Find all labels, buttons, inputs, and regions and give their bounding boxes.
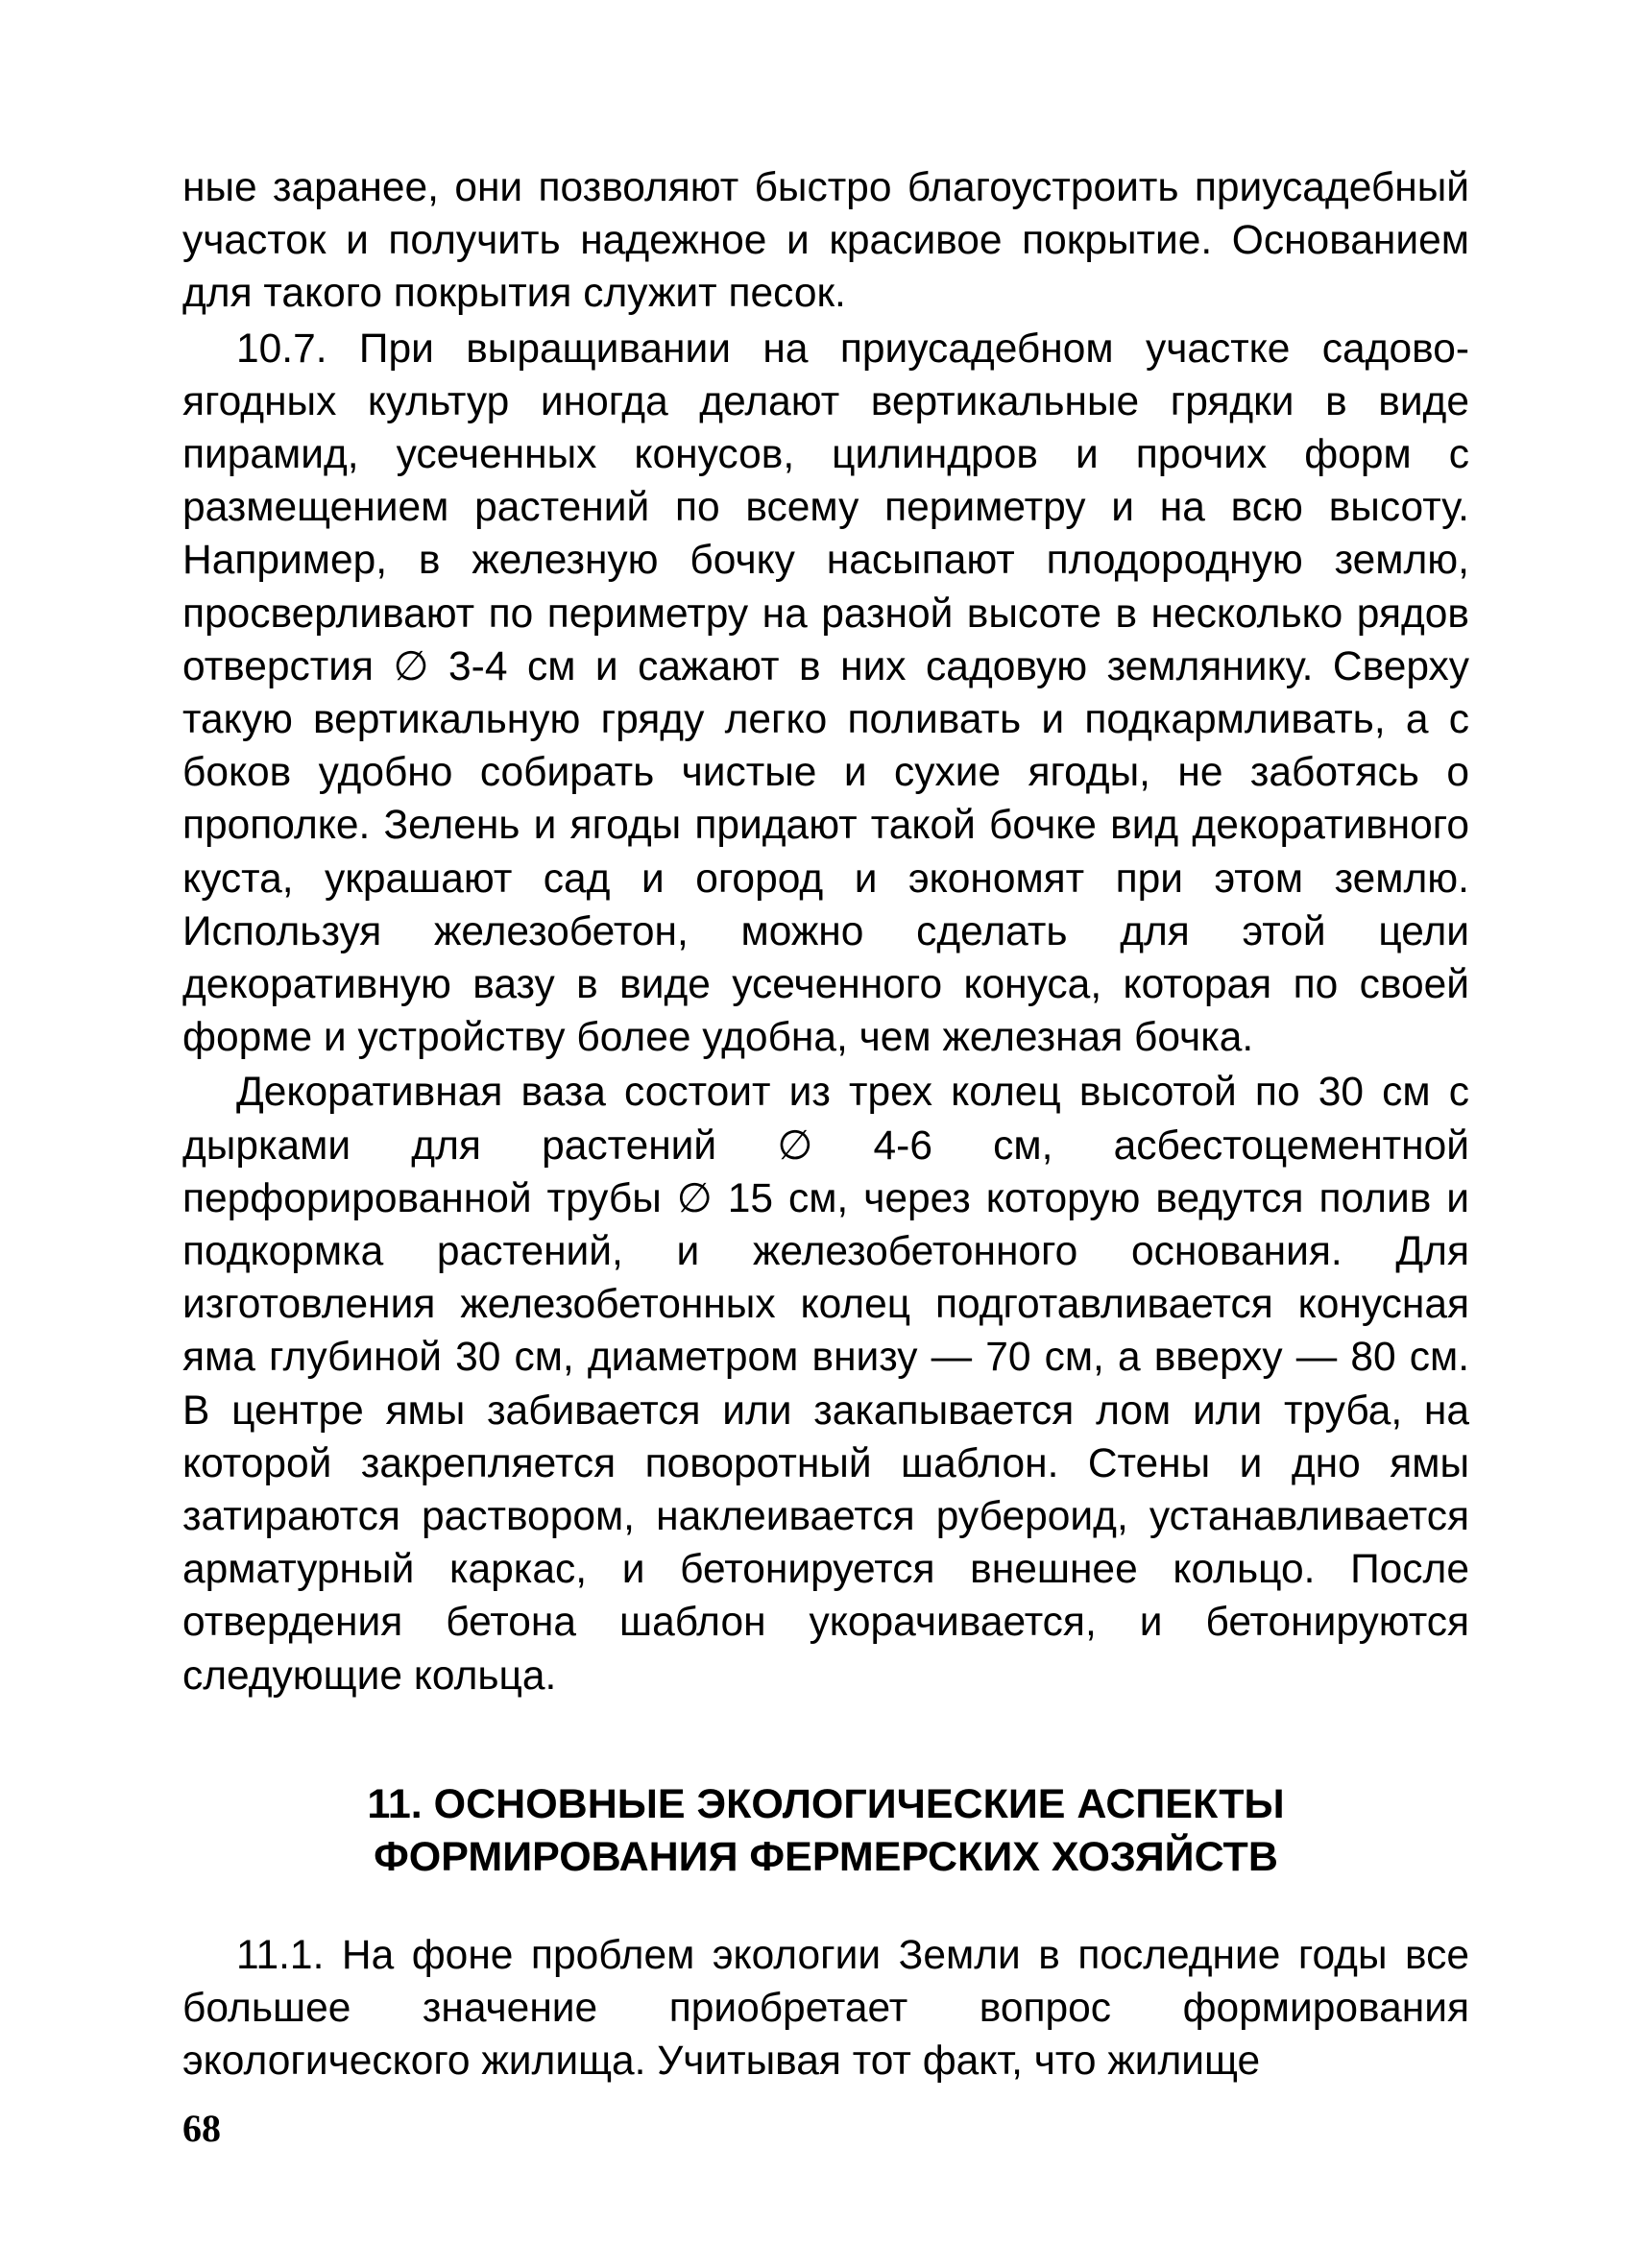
paragraph-vase: Декоративная ваза состоит из трех колец высотой по 30 см с дырками для растений ∅ 4-6 см, асбестоцементной перфорированной трубы ∅ 15 см, через которую ведутся полив и подкормка растений, и железобетонного основания. Для изготовления железобетонных колец подготавливается конусная яма глубиной 30 см, диаметром внизу — 70 см, а вверху — 80 см. В центре ямы забивается или закапывается лом или труба, на которой закрепляется поворотный шаблон. Стены и дно ямы затираются раствором, наклеивается рубероид, устанавливается арматурный каркас, и бетонируется внешнее кольцо. После отвердения бетона шаблон укорачивается, и бетонируются следующие кольца. [182, 1070, 1469, 1699]
section-heading-line-1: 11. ОСНОВНЫЕ ЭКОЛОГИЧЕСКИЕ АСПЕКТЫ [367, 1780, 1285, 1827]
section-heading-line-2: ФОРМИРОВАНИЯ ФЕРМЕРСКИХ ХОЗЯЙСТВ [374, 1833, 1278, 1880]
paragraph-11-1: 11.1. На фоне проблем экологии Земли в последние годы все большее значение приобретает вопрос формирования экологического жилища. Учитывая тот факт, что жилище [182, 1932, 1469, 2085]
page-body [182, 161, 1469, 2088]
paragraph-10-7: 10.7. При выращивании на приусадебном участке садово-ягодных культур иногда делают вертикальные грядки в виде пирамид, усеченных конусов, цилиндров и прочих форм с размещением растений по всему периметру и на всю высоту. Например, в железную бочку насыпают плодородную землю, просверливают по периметру на разной высоте в несколько рядов отверстия ∅ 3-4 см и сажают в них садовую землянику. Сверху такую вертикальную гряду легко поливать и подкармливать, а с боков удобно собирать чистые и сухие ягоды, не заботясь о прополке. Зелень и ягоды придают такой бочке вид декоративного куста, украшают сад и огород и экономят при этом землю. Используя железобетон, можно сделать для этой цели декоративную вазу в виде усеченного конуса, которая по своей форме и устройству более удобна, чем железная бочка. [182, 326, 1469, 1061]
section-heading [182, 1778, 1469, 1884]
paragraph-continuation: ные заранее, они позволяют быстро благоустроить приусадебный участок и получить надежное и красивое покрытие. Основанием для такого покрытия служит песок. [182, 165, 1469, 317]
page-number: 68 [182, 2107, 221, 2150]
